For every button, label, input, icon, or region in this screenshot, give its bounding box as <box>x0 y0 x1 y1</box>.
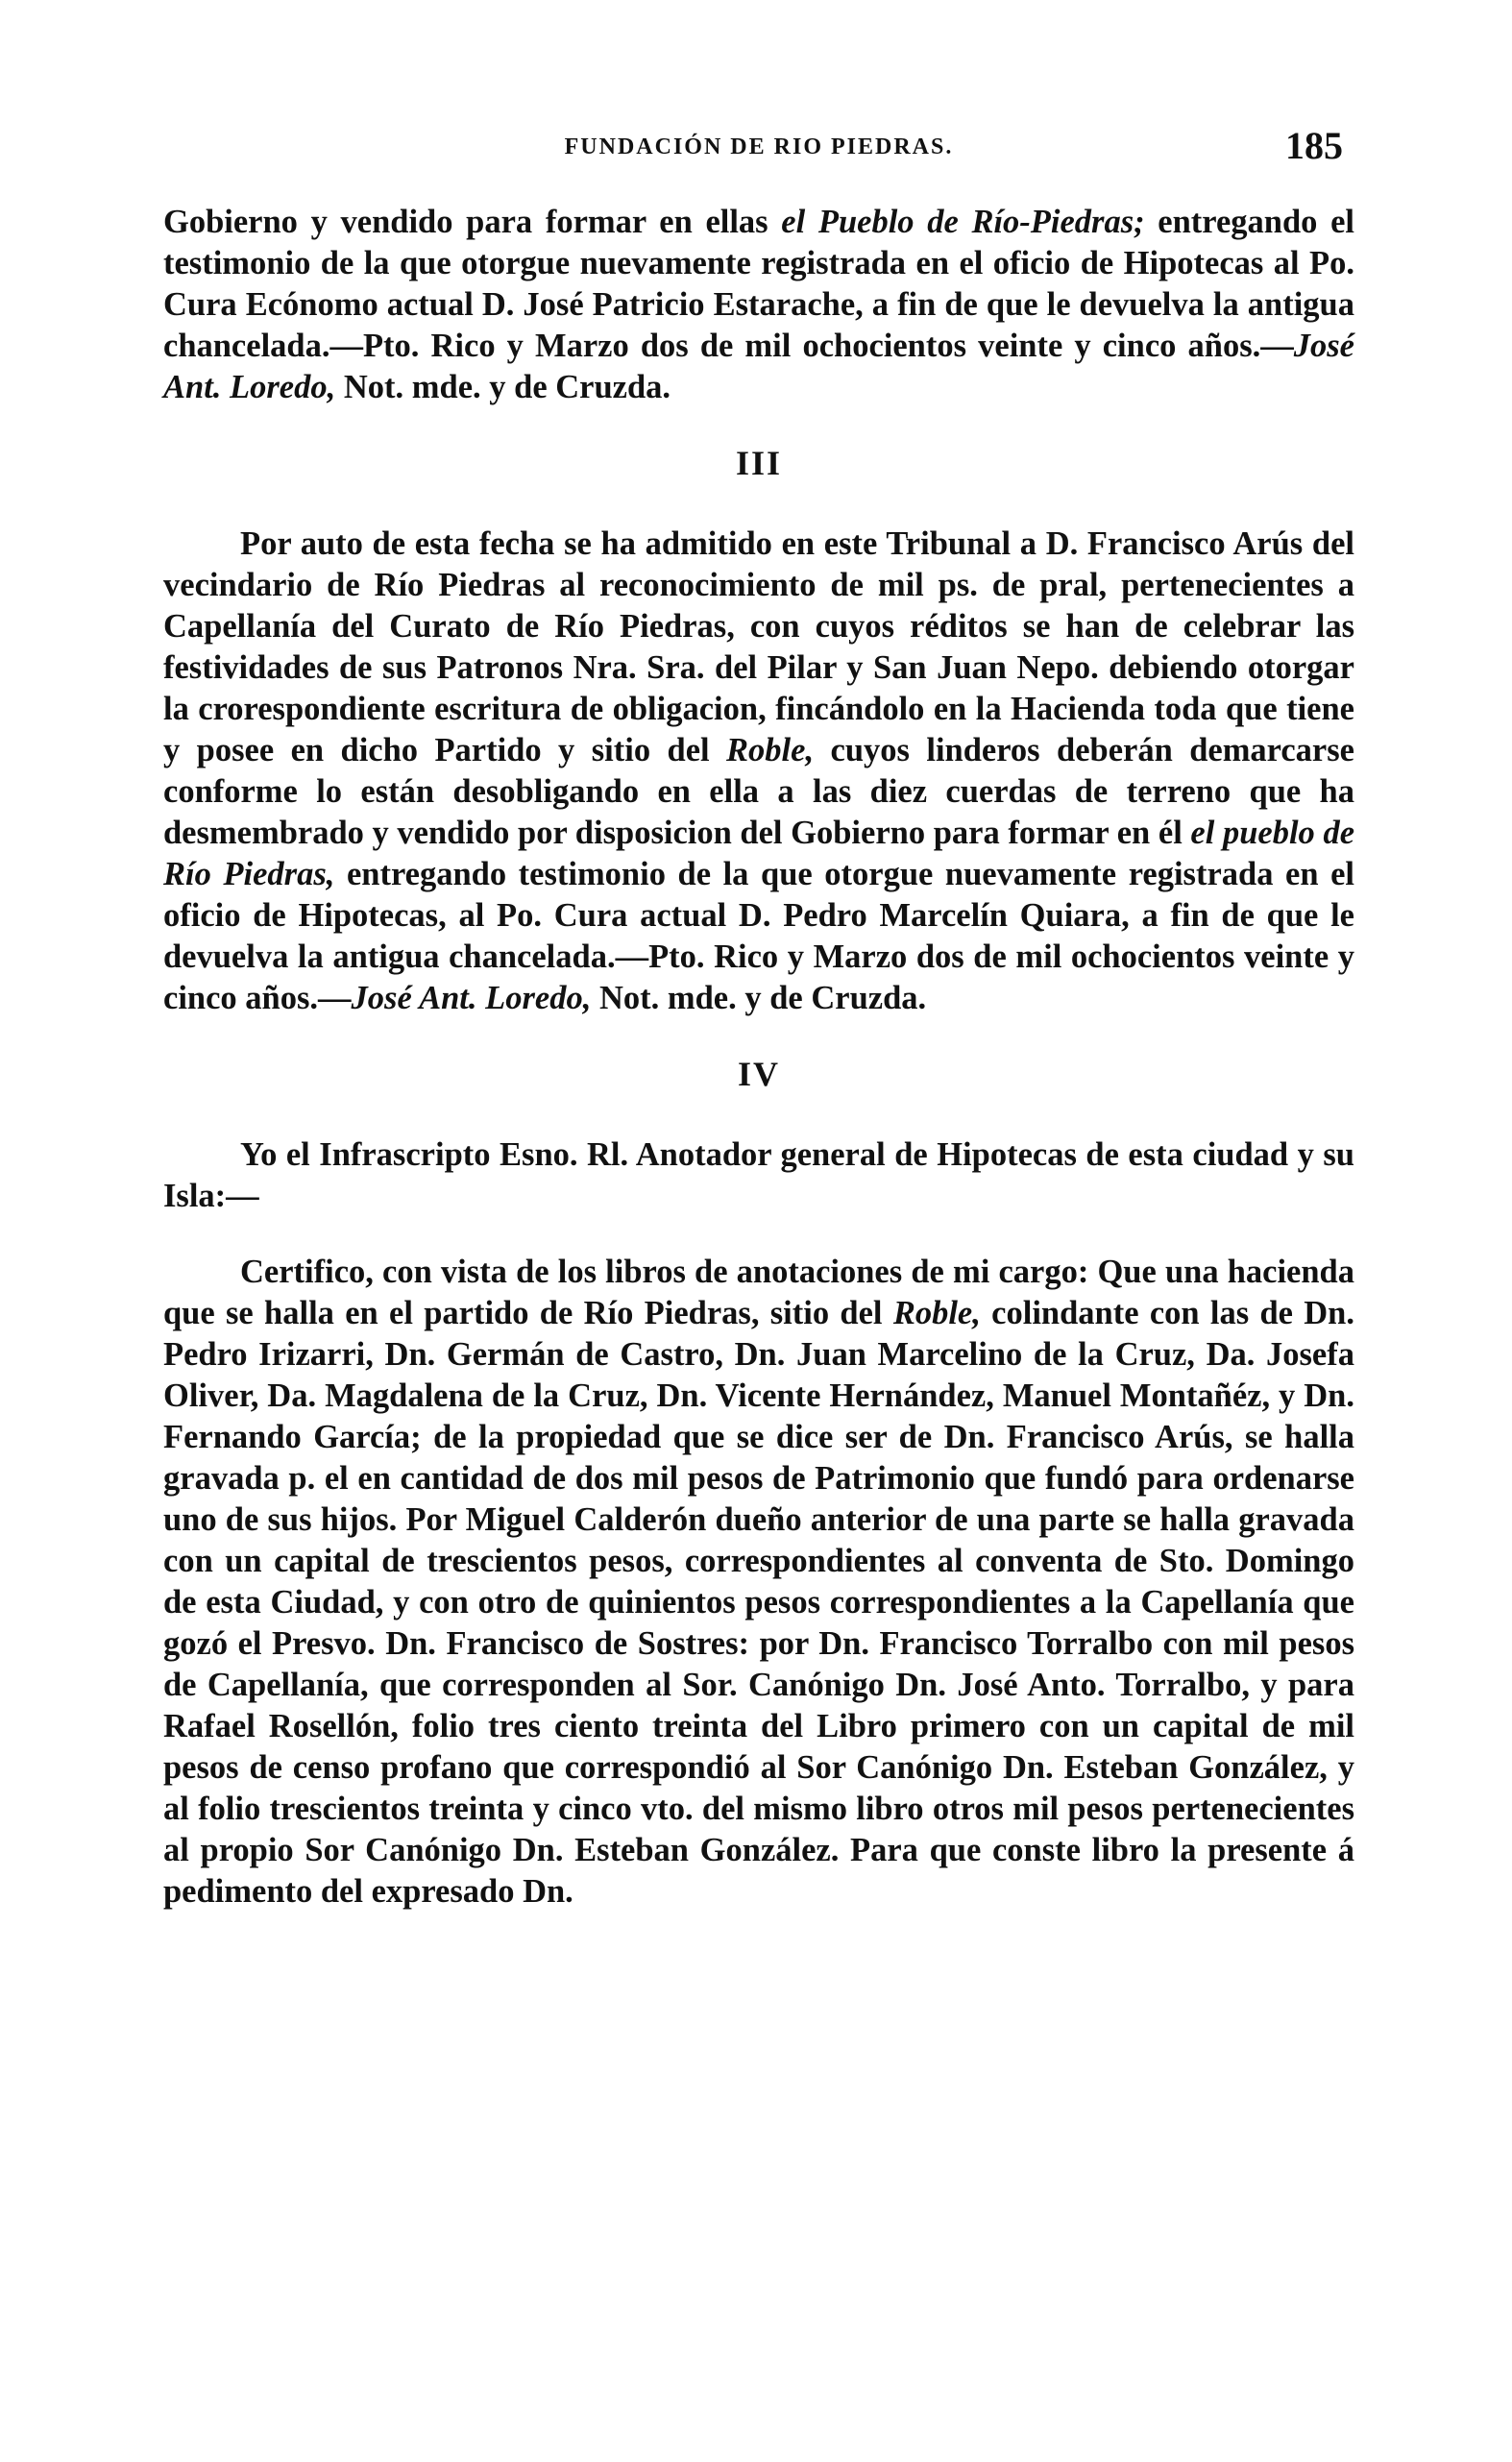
paragraph-certifico: Certifico, con vista de los libros de anotaciones de mi cargo: Que una hacienda que se halla en el partido de Río Piedras, sitio del Roble, colindante con las de Dn. Pedro Irizarri, Dn. Germán de Castro, Dn. Juan Marcelino de la Cruz, Da. Josefa Oliver, Da. Magdalena de la Cruz, Dn. Vicente Hernández, Manuel Montañéz, y Dn. Fernando García; de la propiedad que se dice ser de Dn. Francisco Arús, se halla gravada p. el en cantidad de dos mil pesos de Patrimonio que fundó para ordenarse uno de sus hijos. Por Miguel Calderón dueño anterior de una parte se halla gravada con un capital de trescientos pesos, correspondientes al conventa de Sto. Domingo de esta Ciudad, y con otro de quinientos pesos correspondientes a la Capellanía que gozó el Presvo. Dn. Francisco de Sostres: por Dn. Francisco Torralbo con mil pesos de Capellanía, que corresponden al Sor. Canónigo Dn. José Anto. Torralbo, y para Rafael Rosellón, folio tres ciento treinta del Libro primero con un capital de mil pesos de censo profano que correspondió al Sor Canónigo Dn. Esteban González, y al folio trescientos treinta y cinco vto. del mismo libro otros mil pesos pertenecientes al propio Sor Canónigo Dn. Esteban González. Para que conste libro la presente á pedimento del expresado Dn. <box>163 1254 1354 1910</box>
running-head <box>163 115 1354 173</box>
running-title: FUNDACIÓN DE RIO PIEDRAS. <box>564 134 954 159</box>
paragraph-continuation: Gobierno y vendido para formar en ellas el Pueblo de Río-Piedras; entregando el testimonio de la que otorgue nuevamente registrada en el oficio de Hipotecas al Po. Cura Ecónomo actual D. José Patricio Estarache, a fin de que le devuelva la antigua chancelada.—Pto. Rico y Marzo dos de mil ochocientos veinte y cinco años.—José Ant. Loredo, Not. mde. y de Cruzda. <box>163 204 1354 405</box>
section-heading-iv: IV <box>737 1055 780 1093</box>
paragraph-infrascripto: Yo el Infrascripto Esno. Rl. Anotador general de Hipotecas de esta ciudad y su Isla:— <box>163 1136 1354 1214</box>
section-heading-iii: III <box>735 444 783 482</box>
paragraph-auto: Por auto de esta fecha se ha admitido en este Tribunal a D. Francisco Arús del vecindario de Río Piedras al reconocimiento de mil ps. de pral, pertenecientes a Capellanía del Curato de Río Piedras, con cuyos réditos se han de celebrar las festividades de sus Patronos Nra. Sra. del Pilar y San Juan Nepo. debiendo otorgar la crorespondiente escritura de obligacion, fincándolo en la Hacienda toda que tiene y posee en dicho Partido y sitio del Roble, cuyos linderos deberán demarcarse conforme lo están desobligando en ella a las diez cuerdas de terreno que ha desmembrado y vendido por disposicion del Gobierno para formar en él el pueblo de Río Piedras, entregando testimonio de la que otorgue nuevamente registrada en el oficio de Hipotecas, al Po. Cura actual D. Pedro Marcelín Quiara, a fin de que le devuelva la antigua chancelada.—Pto. Rico y Marzo dos de mil ochocientos veinte y cinco años.—José Ant. Loredo, Not. mde. y de Cruzda. <box>163 525 1355 1016</box>
document-page <box>163 115 1354 1913</box>
page-number: 185 <box>1285 124 1343 167</box>
